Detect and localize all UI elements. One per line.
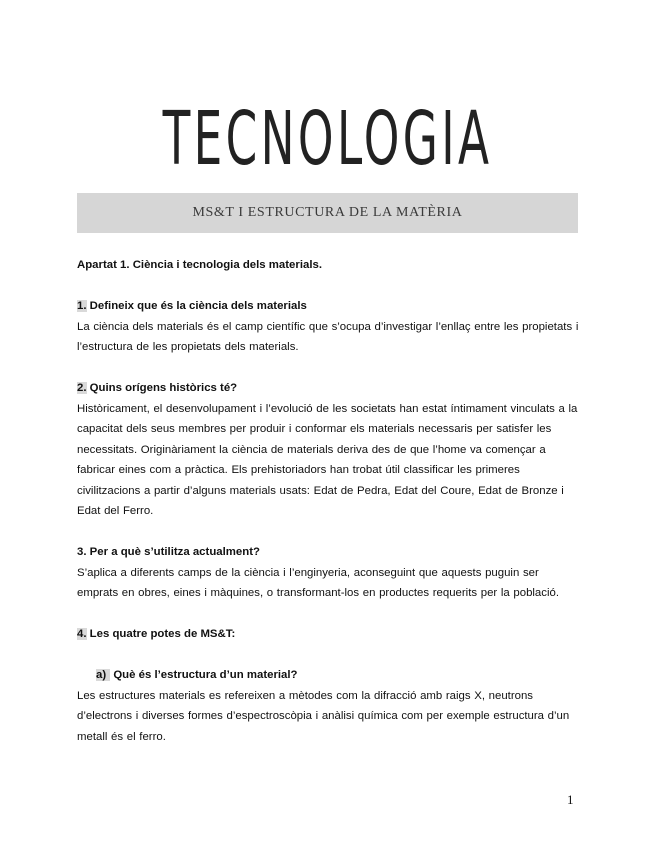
page-number: 1 <box>567 792 574 807</box>
question-number: 3. <box>77 546 87 558</box>
answer-paragraph: Històricament, el desenvolupament i l’evolució de les societats han estat íntimament vinculats a la capacitat dels seus membres per produir i conformar els materials necessaris per satisfer les necessitats. Originàriament la ciència de materials deriva des de que l’home va començar a fabricar eines com a pràctica. Els prehistoriadors han trobat útil classificar les primeres civilitzacions a partir d’alguns materials usats: Edat de Pedra, Edat del Coure, Edat de Bronze i Edat del Ferro. <box>77 402 578 517</box>
question-heading <box>77 378 582 399</box>
spacer <box>77 645 582 666</box>
question-number: 1. <box>77 300 87 312</box>
spacer <box>77 522 582 543</box>
spacer <box>77 358 582 379</box>
subquestion-letter: a) <box>96 669 110 681</box>
subquestion-title: Què és l’estructura d’un material? <box>113 669 298 681</box>
spacer <box>77 276 582 297</box>
question-number: 2. <box>77 382 87 394</box>
question-title: Defineix que és la ciència dels materials <box>89 300 307 312</box>
question-heading <box>77 624 582 645</box>
question-number: 4. <box>77 628 87 640</box>
document-body <box>77 255 582 747</box>
subtitle-banner: MS&T I ESTRUCTURA DE LA MATÈRIA <box>77 193 578 233</box>
subquestion-heading <box>96 665 582 686</box>
question-heading <box>77 296 582 317</box>
document-header <box>77 84 578 194</box>
question-title: Quins orígens històrics té? <box>89 382 238 394</box>
section-heading: Apartat 1. Ciència i tecnologia dels materials. <box>77 259 322 271</box>
answer-paragraph: La ciència dels materials és el camp científic que s’ocupa d’investigar l’enllaç entre les propietats i l’estructura de les propietats dels materials. <box>77 320 579 353</box>
document-title: TECNOLOGIA <box>162 96 493 182</box>
answer-paragraph: Les estructures materials es refereixen a mètodes com la difracció amb raigs X, neutrons d’electrons i diverses formes d’espectroscòpia i anàlisi química com per exemple estructura d’un metall és el ferro. <box>77 689 570 743</box>
spacer <box>77 604 582 625</box>
answer-paragraph: S’aplica a diferents camps de la ciència i l’enginyeria, aconseguint que aquests puguin ser emprats en obres, eines i màquines, o transformant-los en productes requerits per la població. <box>77 566 559 599</box>
question-title: Per a què s’utilitza actualment? <box>89 546 260 558</box>
question-heading <box>77 542 582 563</box>
question-title: Les quatre potes de MS&T: <box>89 628 236 640</box>
